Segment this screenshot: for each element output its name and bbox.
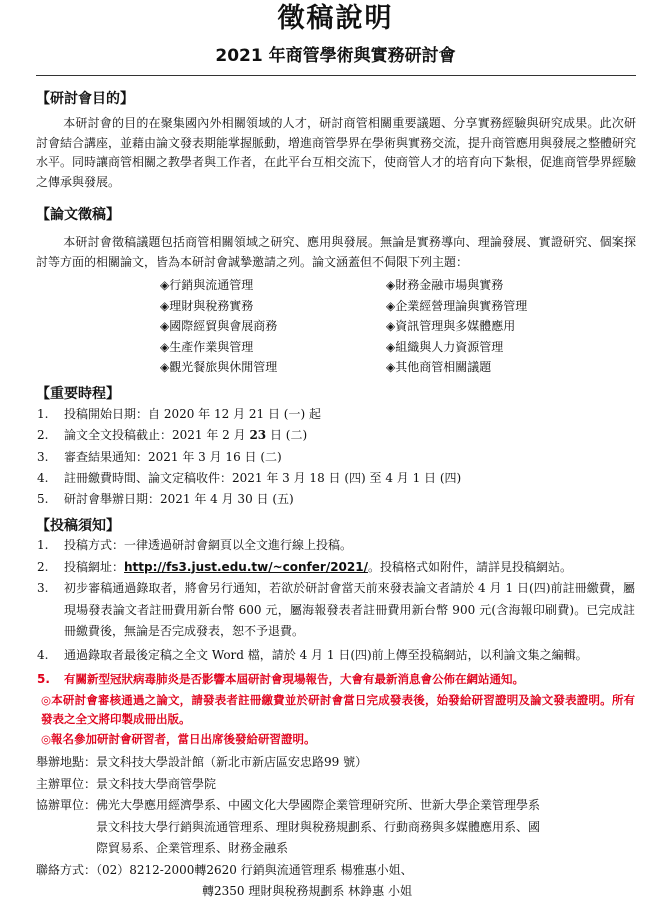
title-divider: [36, 75, 636, 76]
certificate-notice: ◎本研討會審核通過之論文，請發表者註冊繳費並於研討會當日完成發表後，始發給研習證明及論文發表證明。所有發表之全文將印製成冊出版。: [41, 692, 635, 727]
covid-notice: 5. 有關新型冠狀病毒肺炎是否影響本屆研討會現場報告，大會有最新消息會公佈在網站通知。: [37, 672, 524, 686]
notes-item: 1. 投稿方式：一律透過研討會網頁以全文進行線上投稿。: [37, 538, 353, 552]
conference-title: 2021 年商管學術與實務研討會: [215, 46, 456, 66]
attendance-notice: ◎報名參加研討會研習者，當日出席後發給研習證明。: [41, 732, 316, 747]
contact-line: 轉2350 理財與稅務規劃系 林錚惠 小姐: [202, 884, 412, 898]
topic-list: [160, 275, 580, 378]
notes-item: 3. 初步審稿通過錄取者，將會另行通知，若欲於研討會當天前來發表論文者請於 4 月 1 日(四)前註冊繳費，屬現場發表論文者註冊費用新台幣 600 元，屬海報發表者註冊費用新台幣 900 元(含海報印刷費)。已完成註冊繳費後，無論是否完成發表，恕不予退費。: [37, 581, 635, 638]
schedule-list: [37, 404, 637, 510]
call-heading: 【論文徵稿】: [36, 207, 120, 223]
schedule-item: 1. 投稿開始日期：自 2020 年 12 月 21 日 (一) 起: [37, 407, 321, 421]
topic-item: ◈組織與人力資源管理: [386, 339, 504, 354]
schedule-item: 3. 審查結果通知：2021 年 3 月 16 日 (二): [37, 449, 282, 464]
purpose-text: 本研討會的目的在聚集國內外相關領域的人才，研討商管相關重要議題、分享實務經驗與研究成果。此次研討會結合講座，並藉由論文發表期能掌握脈動，增進商管學界在學術與實務交流，提升商管應用與發展之整體研究水平。同時讓商管相關之教學者與工作者，在此平台互相交流下，使商管人才的培育向下紮根，促進商管學界經驗之傳承與發展。: [36, 116, 637, 190]
topic-item: ◈財務金融市場與實務: [386, 278, 504, 292]
topic-item: ◈國際經貿與會展商務: [160, 319, 278, 333]
call-paragraph: [36, 233, 636, 272]
topic-item: ◈觀光餐旅與休閒管理: [160, 360, 278, 374]
purpose-paragraph: [36, 114, 636, 193]
coorganizer-line: 佛光大學應用經濟學系、中國文化大學國際企業管理研究所、世新大學企業管理學系: [96, 798, 541, 812]
purpose-heading: 【研討會目的】: [36, 91, 134, 107]
event-info: [36, 752, 636, 903]
call-text: 本研討會徵稿議題包括商管相關領域之研究、應用與發展。無論是實務導向、理論發展、實證研究、個案探討等方面的相關論文，皆為本研討會誠摯邀請之列。論文涵蓋但不侷限下列主題：: [36, 235, 636, 269]
notes-item: 4. 通過錄取者最後定稿之全文 Word 檔，請於 4 月 1 日(四)前上傳至投稿網站，以利論文集之編輯。: [37, 647, 588, 662]
notes-list: [37, 535, 635, 750]
notes-heading: 【投稿須知】: [36, 518, 120, 534]
topic-item: ◈生產作業與管理: [160, 339, 254, 354]
submission-url-link[interactable]: http://fs3.just.edu.tw/~confer/2021/: [124, 559, 368, 574]
coorganizer-label: 協辦單位：: [36, 798, 97, 812]
topic-item: ◈企業經營理論與實務管理: [386, 298, 528, 313]
schedule-item: 5. 研討會舉辦日期：2021 年 4 月 30 日 (五): [37, 492, 294, 507]
host-line: 主辦單位：景文科技大學商管學院: [36, 776, 217, 791]
topic-item: ◈行銷與流通管理: [160, 278, 254, 292]
contact-line: 聯絡方式：（02）8212-2000轉2620 行銷與流通管理系 楊雅惠小姐、: [36, 862, 413, 877]
topic-item: ◈資訊管理與多媒體應用: [386, 319, 516, 333]
coorganizer-line: 際貿易系、企業管理系、財務金融系: [96, 841, 289, 855]
notes-item: 2. 投稿網址：http://fs3.just.edu.tw/~confer/2021/。投稿格式如附件，請詳見投稿網站。: [37, 559, 572, 574]
page-title: 徵稿說明: [277, 3, 394, 34]
topic-item: ◈理財與稅務實務: [160, 298, 254, 313]
coorganizer-block: [36, 795, 636, 860]
topic-item: ◈其他商管相關議題: [386, 360, 492, 374]
schedule-item: 2. 論文全文投稿截止：2021 年 2 月 23 日 (二): [37, 428, 308, 443]
schedule-heading: 【重要時程】: [36, 386, 120, 402]
venue-line: 舉辦地點：景文科技大學設計館（新北市新店區安忠路99 號）: [36, 755, 368, 769]
schedule-item: 4. 註冊繳費時間、論文定稿收件：2021 年 3 月 18 日 (四) 至 4 月 1 日 (四): [37, 470, 462, 485]
coorganizer-line: 景文科技大學行銷與流通管理系、理財與稅務規劃系、行動商務與多媒體應用系、國: [96, 819, 541, 834]
